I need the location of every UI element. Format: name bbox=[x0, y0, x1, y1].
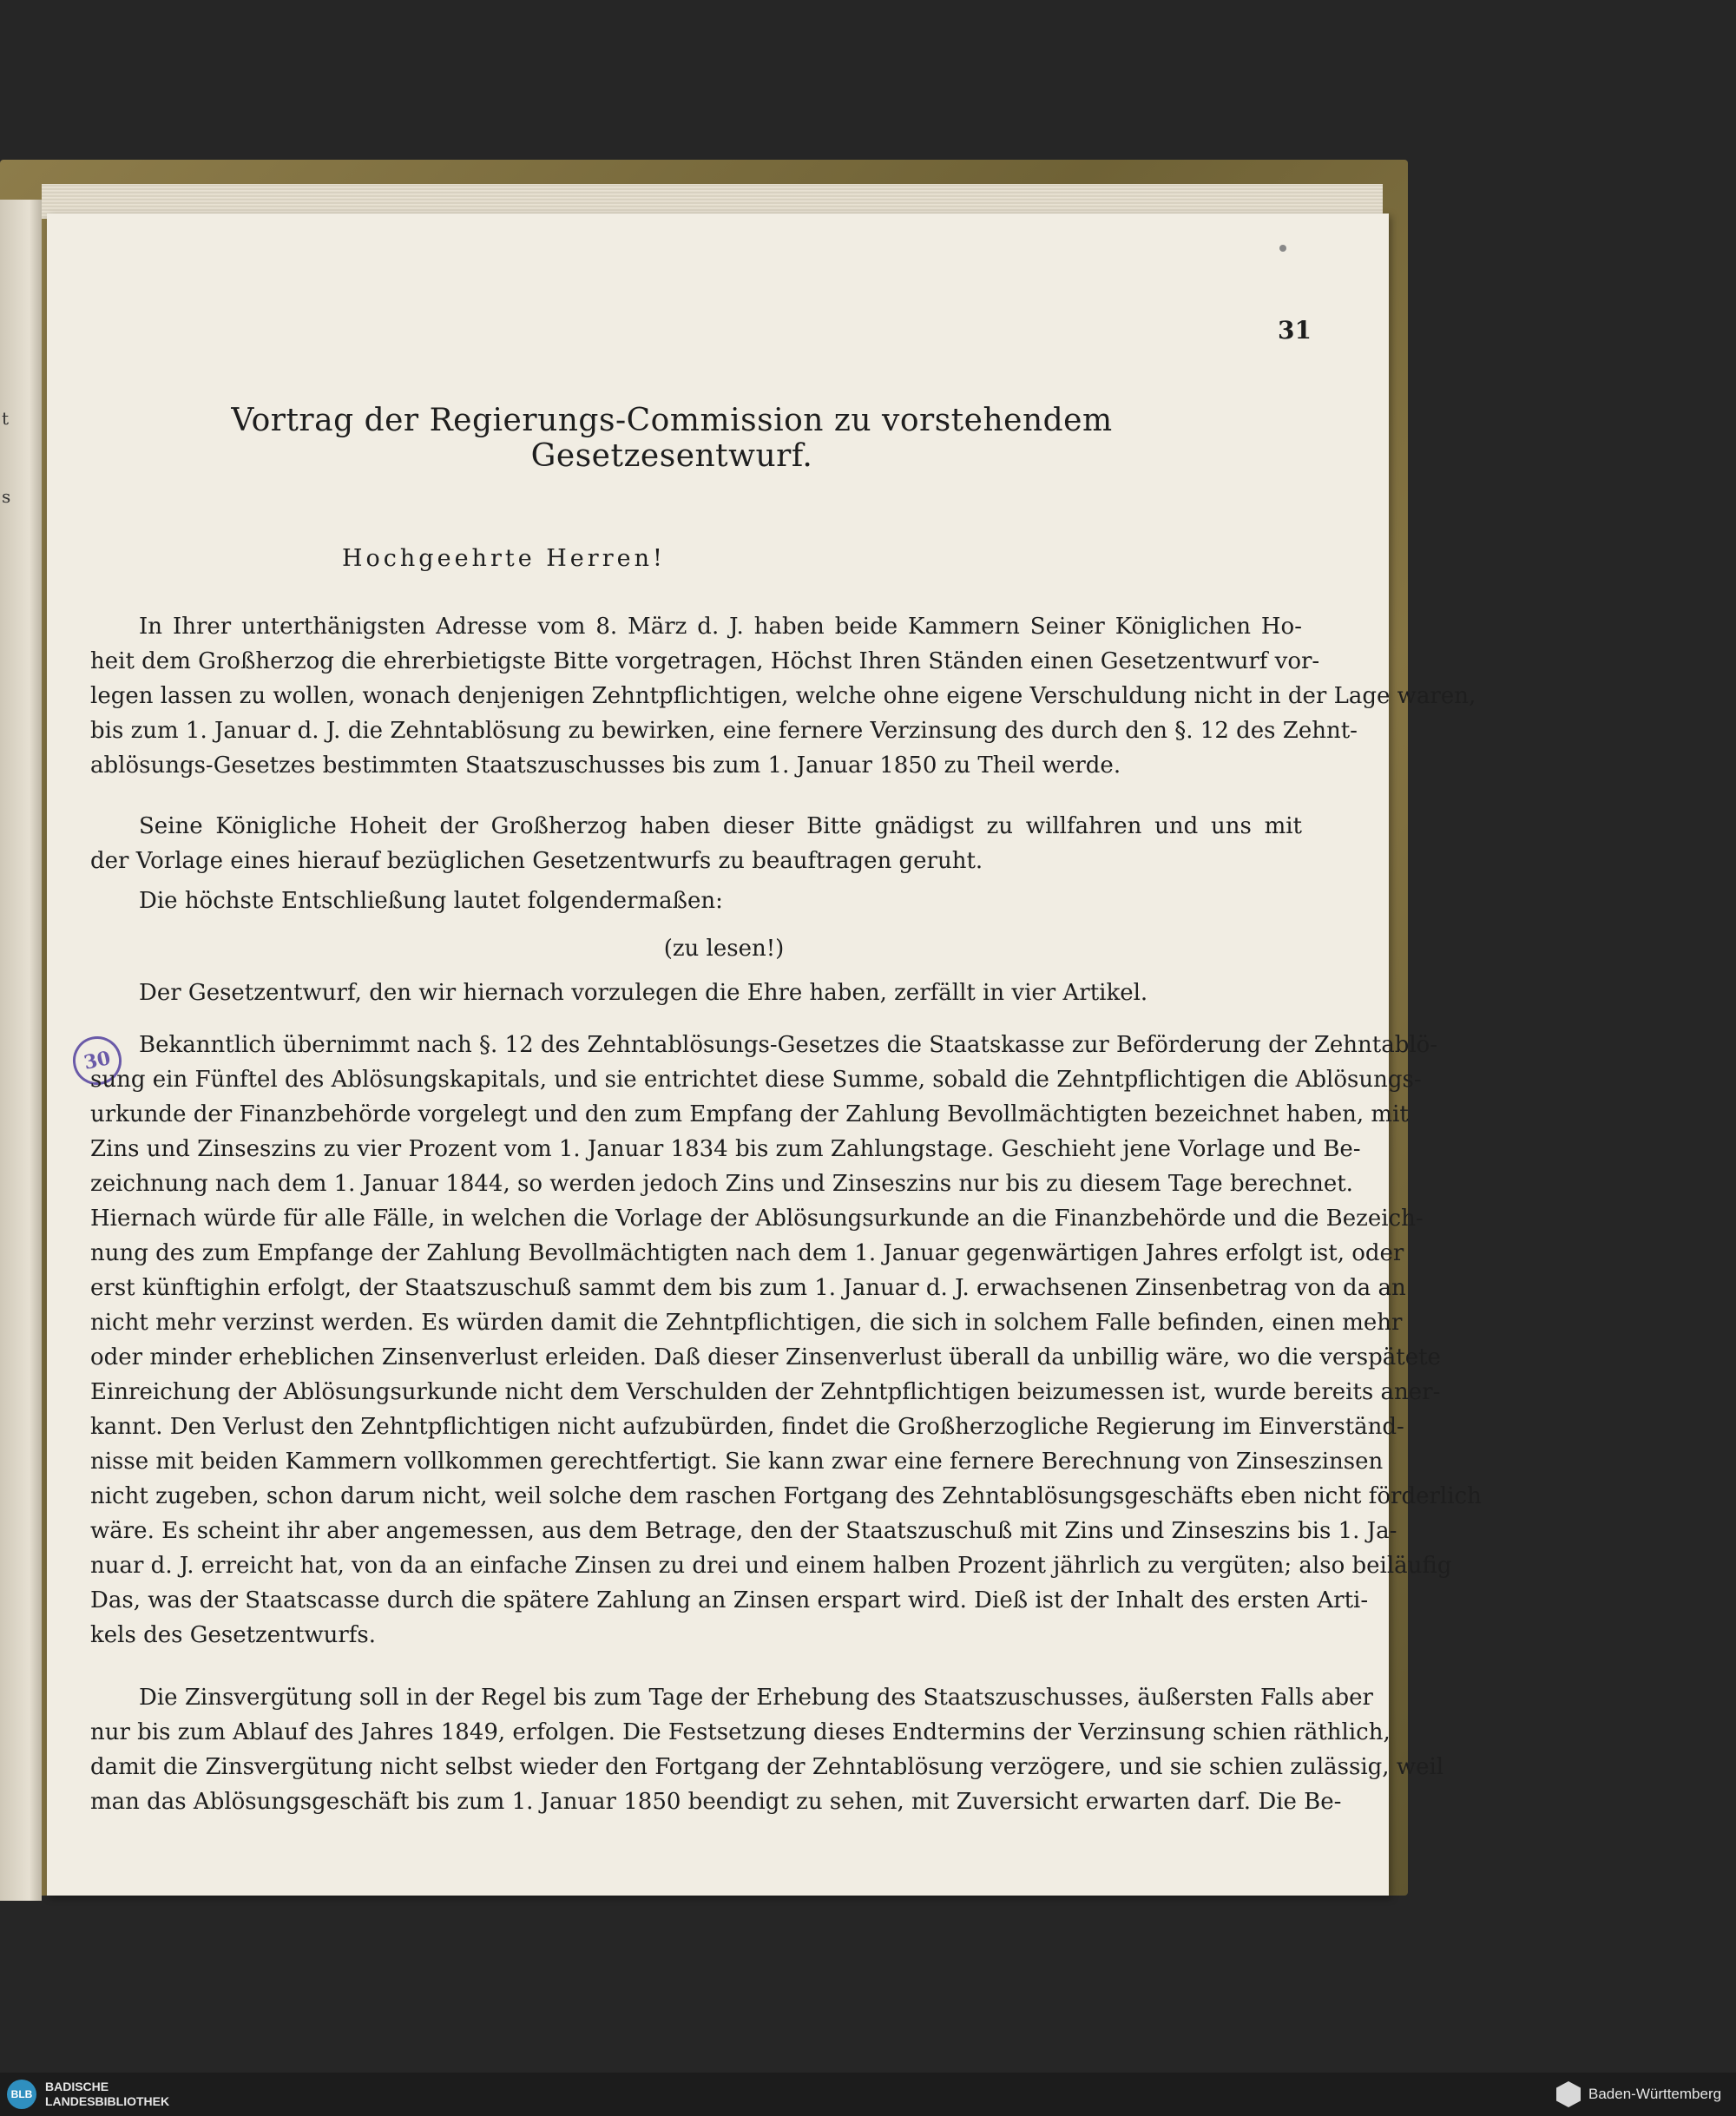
text-line: legen lassen zu wollen, wonach denjenigen Zehntpflichtigen, welche ohne eigene Verschuldung nicht in der Lage waren, bbox=[90, 683, 1476, 709]
text-line: Die höchste Entschließung lautet folgendermaßen: bbox=[139, 888, 723, 914]
library-stamp: 30 bbox=[69, 1032, 126, 1089]
text-line: nicht zugeben, schon darum nicht, weil solche dem raschen Fortgang des Zehntablösungsgeschäfts eben nicht förderlich bbox=[90, 1483, 1482, 1509]
center-note: (zu lesen!) bbox=[663, 936, 785, 962]
paragraph-1 bbox=[90, 609, 1476, 783]
text-line: In Ihrer unterthänigsten Adresse vom 8. März d. J. haben beide Kammern Seiner Königlichen Ho- bbox=[139, 614, 1302, 640]
document-title: Vortrag der Regierungs-Commission zu vorstehendem Gesetzesentwurf. bbox=[231, 403, 1113, 474]
paragraph-5 bbox=[90, 1028, 1482, 1653]
institution-line: BADISCHE bbox=[45, 2080, 109, 2093]
paragraph-2 bbox=[90, 809, 1302, 878]
text-line: zeichnung nach dem 1. Januar 1844, so werden jedoch Zins und Zinseszins nur bis zu diesem Tage berechnet. bbox=[90, 1171, 1353, 1197]
paragraph-6 bbox=[90, 1680, 1444, 1819]
paragraph-3 bbox=[90, 884, 1302, 918]
text-line: urkunde der Finanzbehörde vorgelegt und den zum Empfang der Zahlung Bevollmächtigten bezeichnet haben, mit bbox=[90, 1101, 1409, 1127]
text-line: kels des Gesetzentwurfs. bbox=[90, 1622, 376, 1648]
text-line: Der Gesetzentwurf, den wir hiernach vorzulegen die Ehre haben, zerfällt in vier Artikel. bbox=[139, 980, 1148, 1006]
page-number: 31 bbox=[1278, 316, 1312, 345]
page-speck bbox=[1279, 245, 1286, 252]
coat-of-arms-icon[interactable] bbox=[1556, 2081, 1581, 2107]
text-line: erst künftighin erfolgt, der Staatszuschuß sammt dem bis zum 1. Januar d. J. erwachsenen Zinsenbetrag von da an bbox=[90, 1275, 1406, 1301]
left-page-edge bbox=[0, 200, 42, 1901]
text-line: Das, was der Staatscasse durch die spätere Zahlung an Zinsen erspart wird. Dieß ist der Inhalt des ersten Arti- bbox=[90, 1587, 1369, 1613]
text-line: bis zum 1. Januar d. J. die Zehntablösung zu bewirken, eine fernere Verzinsung des durch den §. 12 des Zehnt- bbox=[90, 718, 1358, 744]
text-line: Die Zinsvergütung soll in der Regel bis zum Tage der Erhebung des Staatszuschusses, äußersten Falls aber bbox=[139, 1685, 1373, 1711]
text-line: oder minder erheblichen Zinsenverlust erleiden. Daß dieser Zinsenverlust überall da unbillig wäre, wo die verspätete bbox=[90, 1344, 1441, 1370]
partner-name[interactable]: Baden-Württemberg bbox=[1588, 2086, 1722, 2102]
text-line: nur bis zum Ablauf des Jahres 1849, erfolgen. Die Festsetzung dieses Endtermins der Verzinsung schien räthlich, bbox=[90, 1719, 1391, 1745]
text-line: nuar d. J. erreicht hat, von da an einfache Zinsen zu drei und einem halben Prozent jährlich zu vergüten; also beiläufig bbox=[90, 1553, 1452, 1579]
text-line: sung ein Fünftel des Ablösungskapitals, und sie entrichtet diese Summe, sobald die Zehntpflichtigen die Ablösungs- bbox=[90, 1067, 1422, 1093]
institution-line: LANDESBIBLIOTHEK bbox=[45, 2094, 170, 2108]
text-line: nisse mit beiden Kammern vollkommen gerechtfertigt. Sie kann zwar eine fernere Berechnung von Zinseszinsen bbox=[90, 1449, 1384, 1475]
paragraph-4 bbox=[90, 976, 1302, 1010]
document-page bbox=[47, 214, 1482, 1896]
institution-name[interactable] bbox=[45, 2080, 169, 2109]
text-line: nicht mehr verzinst werden. Es würden damit die Zehntpflichtigen, die sich in solchem Falle befinden, einen mehr bbox=[90, 1310, 1403, 1336]
left-page-mark: s bbox=[2, 486, 11, 507]
left-page-mark: t bbox=[2, 408, 10, 429]
text-line: der Vorlage eines hierauf bezüglichen Gesetzentwurfs zu beauftragen geruht. bbox=[90, 848, 983, 874]
text-line: kannt. Den Verlust den Zehntpflichtigen nicht aufzubürden, findet die Großherzogliche Regierung im Einverständ- bbox=[90, 1414, 1404, 1440]
text-line: wäre. Es scheint ihr aber angemessen, aus dem Betrage, den der Staatszuschuß mit Zins und Zinseszins bis 1. Ja- bbox=[90, 1518, 1397, 1544]
viewer-footer bbox=[0, 2073, 1736, 2116]
text-line: man das Ablösungsgeschäft bis zum 1. Januar 1850 beendigt zu sehen, mit Zuversicht erwarten darf. Die Be- bbox=[90, 1789, 1342, 1815]
salutation: Hochgeehrte Herren! bbox=[342, 545, 666, 572]
text-line: Bekanntlich übernimmt nach §. 12 des Zehntablösungs-Gesetzes die Staatskasse zur Beförderung der Zehntablö- bbox=[139, 1032, 1438, 1058]
text-line: Seine Königliche Hoheit der Großherzog haben dieser Bitte gnädigst zu willfahren und uns mit bbox=[139, 813, 1302, 839]
blb-logo-icon[interactable]: BLB bbox=[7, 2080, 36, 2109]
text-line: damit die Zinsvergütung nicht selbst wieder den Fortgang der Zehntablösung verzögere, und sie schien zulässig, weil bbox=[90, 1754, 1444, 1780]
text-line: ablösungs-Gesetzes bestimmten Staatszuschusses bis zum 1. Januar 1850 zu Theil werde. bbox=[90, 752, 1121, 779]
text-line: nung des zum Empfange der Zahlung Bevollmächtigten nach dem 1. Januar gegenwärtigen Jahres erfolgt ist, oder bbox=[90, 1240, 1404, 1266]
text-line: Zins und Zinseszins zu vier Prozent vom 1. Januar 1834 bis zum Zahlungstage. Geschieht jene Vorlage und Be- bbox=[90, 1136, 1361, 1162]
text-line: Hiernach würde für alle Fälle, in welchen die Vorlage der Ablösungsurkunde an die Finanzbehörde und die Bezeich- bbox=[90, 1206, 1424, 1232]
text-line: heit dem Großherzog die ehrerbietigste Bitte vorgetragen, Höchst Ihren Ständen einen Gesetzentwurf vor- bbox=[90, 648, 1320, 674]
text-line: Einreichung der Ablösungsurkunde nicht dem Verschulden der Zehntpflichtigen beizumessen ist, wurde bereits aner- bbox=[90, 1379, 1441, 1405]
